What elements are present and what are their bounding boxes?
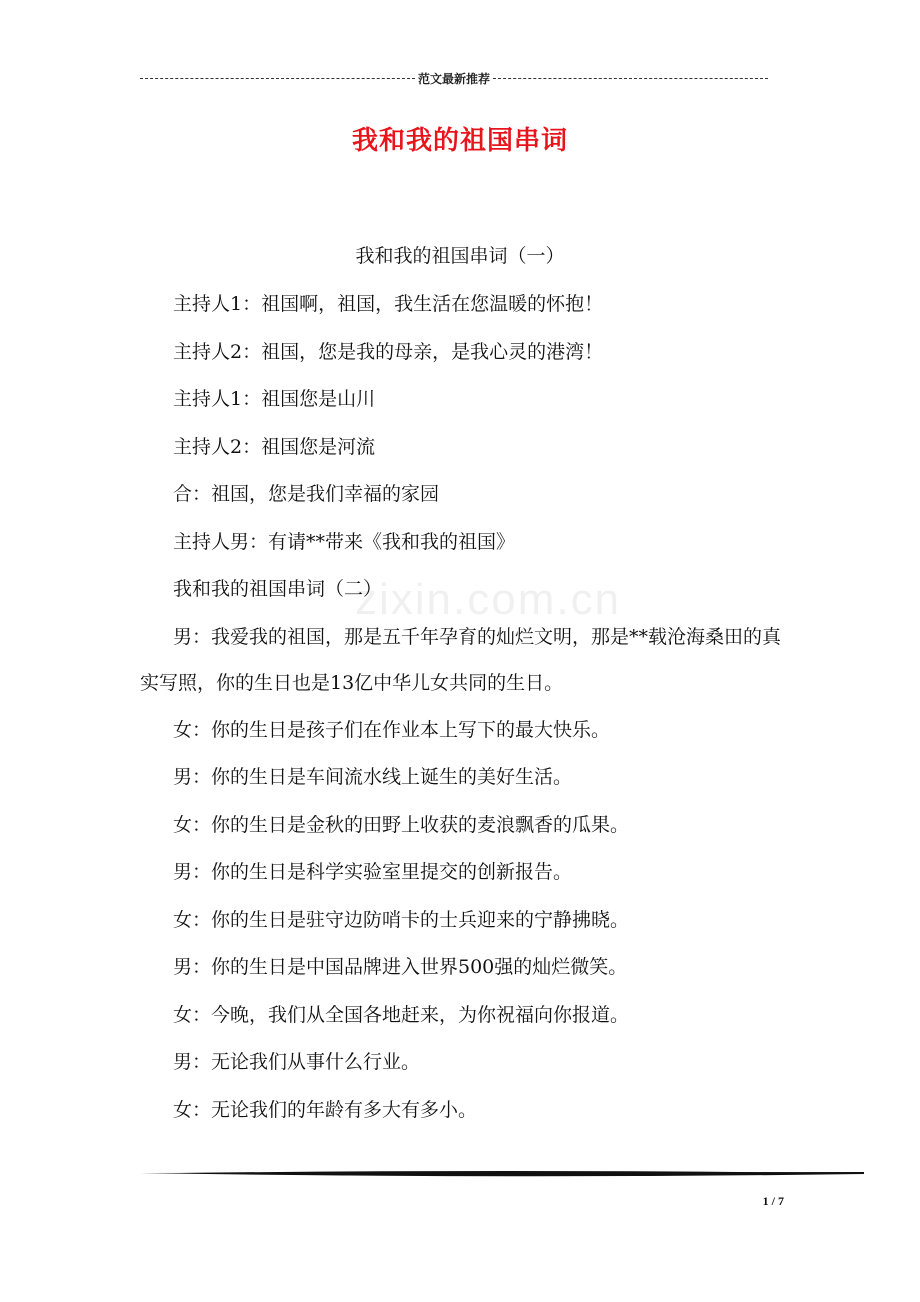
script-line: 男：你的生日是车间流水线上诞生的美好生活。 [173, 766, 573, 788]
script-line: 女：你的生日是金秋的田野上收获的麦浪飘香的瓜果。 [173, 813, 630, 836]
script-line: 女：你的生日是孩子们在作业本上写下的最大快乐。 [173, 718, 611, 741]
header-dash-left [140, 78, 415, 79]
script-line: 主持人1：祖国您是山川 [173, 388, 376, 410]
script-line: 女：今晚，我们从全国各地赶来，为你祝福向你报道。 [173, 1003, 630, 1026]
section-heading: 我和我的祖国串词（一） [355, 245, 565, 267]
footer-rule [140, 1169, 864, 1177]
script-line: 男：你的生日是科学实验室里提交的创新报告。 [173, 861, 573, 883]
page-header [140, 68, 768, 88]
script-line: 合：祖国，您是我们幸福的家园 [173, 483, 440, 505]
script-line: 主持人2：祖国，您是我的母亲，是我心灵的港湾！ [173, 340, 604, 363]
script-line: 男：无论我们从事什么行业。 [173, 1051, 421, 1073]
document-title: 我和我的祖国串词 [351, 126, 568, 156]
script-line: 我和我的祖国串词（二） [173, 578, 383, 600]
watermark: zixin.com.cn [355, 575, 622, 624]
page-number: 1 / 7 [762, 1194, 784, 1208]
script-line: 女：你的生日是驻守边防哨卡的士兵迎来的宁静拂晓。 [173, 908, 630, 931]
script-line: 女：无论我们的年龄有多大有多小。 [173, 1098, 478, 1121]
header-label: 范文最新推荐 [418, 71, 491, 86]
script-line: 主持人男：有请**带来《我和我的祖国》 [173, 530, 516, 553]
header-dash-right [493, 78, 768, 79]
script-line: 主持人2：祖国您是河流 [173, 435, 376, 458]
script-lines [140, 290, 784, 1143]
script-line: 男：你的生日是中国品牌进入世界500强的灿烂微笑。 [173, 956, 628, 978]
script-line: 主持人1：祖国啊，祖国，我生活在您温暖的怀抱！ [173, 293, 604, 315]
script-line: 男：我爱我的祖国，那是五千年孕育的灿烂文明，那是**载沧海桑田的真实写照，你的生日也是13亿中华儿女共同的生日。 [140, 625, 782, 694]
